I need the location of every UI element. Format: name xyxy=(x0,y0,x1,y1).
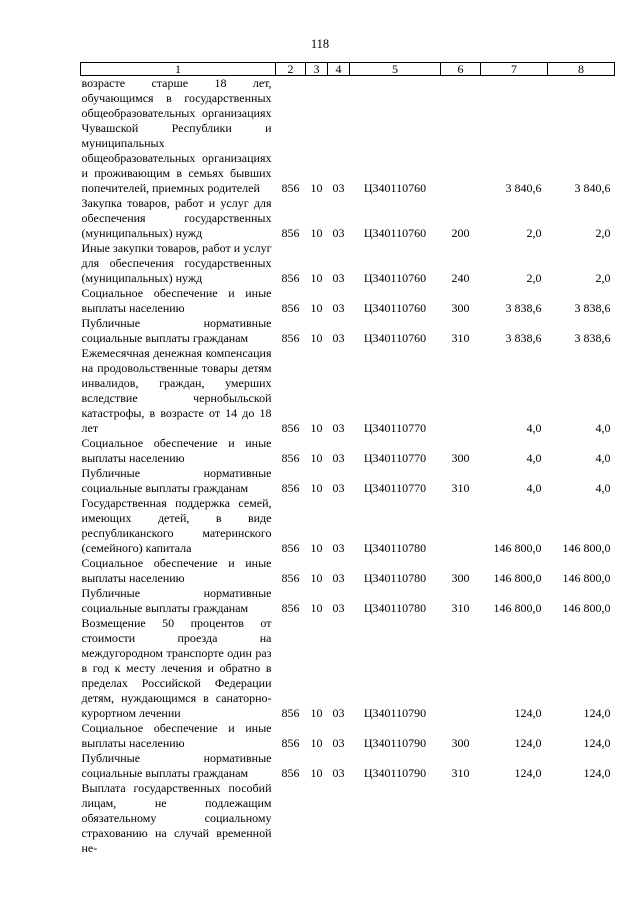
row-admin-code: 856 xyxy=(281,421,300,435)
row-amount-1: 3 840,6 xyxy=(505,181,542,195)
row-name: Социальное обеспечение и иные выплаты населению xyxy=(81,286,272,315)
row-admin-code: 856 xyxy=(281,181,300,195)
row-name: Публичные нормативные социальные выплаты гражданам xyxy=(81,751,272,780)
header-col-2: 2 xyxy=(276,63,306,76)
row-admin-code: 856 xyxy=(281,331,300,345)
row-name: Публичные нормативные социальные выплаты гражданам xyxy=(81,466,272,495)
row-target-article: Ц340110770 xyxy=(363,481,427,495)
row-subsection: 03 xyxy=(332,301,345,315)
row-subsection: 03 xyxy=(332,181,345,195)
table-row xyxy=(81,466,615,496)
row-name: Выплата государственных пособий лицам, не подлежащим обязательному социальному страхованию на случай временной не- xyxy=(81,781,272,855)
table-row xyxy=(81,76,615,197)
row-expense-type: 300 xyxy=(451,571,470,585)
header-col-3: 3 xyxy=(306,63,328,76)
row-subsection: 03 xyxy=(332,421,345,435)
table-row xyxy=(81,781,615,856)
row-amount-1: 146 800,0 xyxy=(493,601,542,615)
row-target-article: Ц340110760 xyxy=(363,301,427,315)
row-amount-2: 4,0 xyxy=(595,451,611,465)
table-row xyxy=(81,751,615,781)
table-row xyxy=(81,436,615,466)
row-section: 10 xyxy=(310,601,323,615)
row-subsection: 03 xyxy=(332,736,345,750)
table-row xyxy=(81,286,615,316)
row-admin-code: 856 xyxy=(281,541,300,555)
row-subsection: 03 xyxy=(332,601,345,615)
table-row xyxy=(81,316,615,346)
table-row xyxy=(81,586,615,616)
row-admin-code: 856 xyxy=(281,571,300,585)
row-section: 10 xyxy=(310,706,323,720)
row-subsection: 03 xyxy=(332,226,345,240)
row-amount-2: 146 800,0 xyxy=(562,571,611,585)
row-amount-2: 124,0 xyxy=(583,736,611,750)
table-row xyxy=(81,496,615,556)
row-target-article: Ц340110790 xyxy=(363,706,427,720)
row-name: Государственная поддержка семей, имеющих детей, в виде республиканского материнского (семейного) капитала xyxy=(81,496,272,555)
row-subsection xyxy=(328,781,350,856)
row-name: Публичные нормативные социальные выплаты гражданам xyxy=(81,586,272,615)
row-expense-type xyxy=(441,346,481,436)
row-subsection: 03 xyxy=(332,706,345,720)
row-admin-code: 856 xyxy=(281,481,300,495)
row-expense-type: 300 xyxy=(451,301,470,315)
row-section: 10 xyxy=(310,541,323,555)
row-section: 10 xyxy=(310,736,323,750)
row-amount-1: 4,0 xyxy=(526,421,542,435)
row-amount-1: 4,0 xyxy=(526,481,542,495)
row-section: 10 xyxy=(310,181,323,195)
row-target-article: Ц340110760 xyxy=(363,181,427,195)
row-expense-type xyxy=(441,76,481,197)
row-name: Социальное обеспечение и иные выплаты населению xyxy=(81,556,272,585)
row-amount-2 xyxy=(548,781,615,856)
row-amount-1: 4,0 xyxy=(526,451,542,465)
row-target-article: Ц340110780 xyxy=(363,541,427,555)
row-section: 10 xyxy=(310,481,323,495)
row-amount-1: 3 838,6 xyxy=(505,301,542,315)
row-amount-1: 2,0 xyxy=(526,226,542,240)
row-name: возрасте старше 18 лет, обучающимся в государственных общеобразовательных организациях Чувашской Республики и муниципальных общеобразовательных организациях и проживающим в семьях бывших попечителей, приемных родителей xyxy=(81,76,272,195)
table-header-row xyxy=(81,63,615,76)
row-amount-1 xyxy=(481,781,548,856)
row-admin-code: 856 xyxy=(281,601,300,615)
table-row xyxy=(81,196,615,241)
row-target-article: Ц340110760 xyxy=(363,271,427,285)
row-amount-2: 3 838,6 xyxy=(574,301,611,315)
row-expense-type xyxy=(441,496,481,556)
table-row xyxy=(81,721,615,751)
row-amount-2: 4,0 xyxy=(595,421,611,435)
row-section: 10 xyxy=(310,271,323,285)
row-admin-code: 856 xyxy=(281,226,300,240)
row-target-article: Ц340110790 xyxy=(363,766,427,780)
row-amount-1: 146 800,0 xyxy=(493,571,542,585)
row-amount-1: 2,0 xyxy=(526,271,542,285)
header-col-6: 6 xyxy=(441,63,481,76)
header-col-8: 8 xyxy=(548,63,615,76)
row-amount-1: 124,0 xyxy=(514,766,542,780)
row-amount-2: 124,0 xyxy=(583,706,611,720)
row-section xyxy=(306,781,328,856)
row-expense-type: 310 xyxy=(451,331,470,345)
row-amount-2: 146 800,0 xyxy=(562,601,611,615)
table-row xyxy=(81,346,615,436)
row-section: 10 xyxy=(310,331,323,345)
row-subsection: 03 xyxy=(332,481,345,495)
row-amount-2: 124,0 xyxy=(583,766,611,780)
row-target-article: Ц340110780 xyxy=(363,601,427,615)
table-row xyxy=(81,616,615,721)
row-amount-1: 124,0 xyxy=(514,706,542,720)
row-target-article: Ц340110760 xyxy=(363,226,427,240)
row-expense-type: 300 xyxy=(451,736,470,750)
header-col-7: 7 xyxy=(481,63,548,76)
row-section: 10 xyxy=(310,421,323,435)
table-row xyxy=(81,241,615,286)
row-amount-1: 3 838,6 xyxy=(505,331,542,345)
row-section: 10 xyxy=(310,451,323,465)
row-subsection: 03 xyxy=(332,451,345,465)
row-amount-1: 124,0 xyxy=(514,736,542,750)
row-section: 10 xyxy=(310,766,323,780)
row-amount-2: 146 800,0 xyxy=(562,541,611,555)
row-expense-type: 310 xyxy=(451,601,470,615)
row-expense-type: 300 xyxy=(451,451,470,465)
row-admin-code: 856 xyxy=(281,766,300,780)
row-target-article: Ц340110760 xyxy=(363,331,427,345)
row-name: Социальное обеспечение и иные выплаты населению xyxy=(81,436,272,465)
header-col-1: 1 xyxy=(81,63,276,76)
row-name: Публичные нормативные социальные выплаты гражданам xyxy=(81,316,272,345)
page-number: 118 xyxy=(310,37,330,51)
header-col-5: 5 xyxy=(350,63,441,76)
row-subsection: 03 xyxy=(332,766,345,780)
row-amount-1: 146 800,0 xyxy=(493,541,542,555)
row-admin-code: 856 xyxy=(281,451,300,465)
header-col-4: 4 xyxy=(328,63,350,76)
row-admin-code: 856 xyxy=(281,736,300,750)
row-target-article: Ц340110790 xyxy=(363,736,427,750)
row-admin-code: 856 xyxy=(281,301,300,315)
budget-table xyxy=(80,62,615,856)
row-target-article: Ц340110770 xyxy=(363,451,427,465)
row-target-article xyxy=(350,781,441,856)
row-expense-type xyxy=(441,616,481,721)
row-target-article: Ц340110780 xyxy=(363,571,427,585)
row-amount-2: 3 838,6 xyxy=(574,331,611,345)
row-subsection: 03 xyxy=(332,271,345,285)
row-expense-type xyxy=(441,781,481,856)
row-name: Социальное обеспечение и иные выплаты населению xyxy=(81,721,272,750)
row-name: Ежемесячная денежная компенсация на продовольственные товары детям инвалидов, граждан, умерших вследствие чернобыльской катастрофы, в возрасте от 14 до 18 лет xyxy=(81,346,272,435)
row-subsection: 03 xyxy=(332,541,345,555)
row-expense-type: 200 xyxy=(451,226,470,240)
row-section: 10 xyxy=(310,571,323,585)
table-row xyxy=(81,556,615,586)
table-body xyxy=(81,76,615,857)
row-name: Возмещение 50 процентов от стоимости проезда на междугородном транспорте один раз в год к месту лечения и обратно в пределах Российской Федерации детям, нуждающимся в санаторно-курортном лечении xyxy=(81,616,272,720)
row-subsection: 03 xyxy=(332,331,345,345)
row-amount-2: 2,0 xyxy=(595,271,611,285)
row-admin-code: 856 xyxy=(281,271,300,285)
row-expense-type: 310 xyxy=(451,481,470,495)
row-expense-type: 240 xyxy=(451,271,470,285)
row-subsection: 03 xyxy=(332,571,345,585)
row-section: 10 xyxy=(310,226,323,240)
row-amount-2: 3 840,6 xyxy=(574,181,611,195)
row-section: 10 xyxy=(310,301,323,315)
row-expense-type: 310 xyxy=(451,766,470,780)
row-target-article: Ц340110770 xyxy=(363,421,427,435)
row-admin-code xyxy=(276,781,306,856)
row-amount-2: 4,0 xyxy=(595,481,611,495)
row-name: Закупка товаров, работ и услуг для обеспечения государственных (муниципальных) нужд xyxy=(81,196,272,240)
row-name: Иные закупки товаров, работ и услуг для обеспечения государственных (муниципальных) нужд xyxy=(81,241,272,285)
row-admin-code: 856 xyxy=(281,706,300,720)
row-amount-2: 2,0 xyxy=(595,226,611,240)
